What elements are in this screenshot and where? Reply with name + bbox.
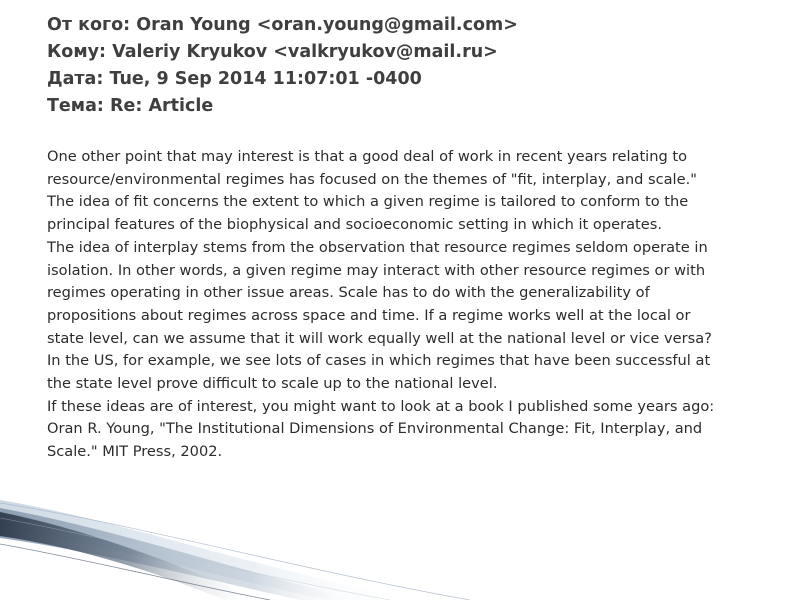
date-line: Дата: Tue, 9 Sep 2014 11:07:01 -0400: [47, 69, 422, 89]
email-body: [47, 146, 757, 464]
from-line: От кого: Oran Young <oran.young@gmail.com>: [47, 15, 518, 35]
body-line: If these ideas are of interest, you might want to look at a book I published some years ago:: [47, 397, 715, 415]
body-line: Scale." MIT Press, 2002.: [47, 443, 223, 461]
body-line: propositions about regimes across space and time. If a regime works well at the local or: [47, 306, 691, 324]
body-line: Oran R. Young, "The Institutional Dimensions of Environmental Change: Fit, Interplay, and: [47, 420, 703, 438]
body-line: state level, can we assume that it will work equally well at the national level or vice versa?: [47, 329, 712, 347]
subject-line: Тема: Re: Article: [47, 96, 214, 116]
email-header: [47, 12, 767, 120]
to-line: Кому: Valeriy Kryukov <valkryukov@mail.ru>: [47, 42, 498, 62]
body-line: the state level prove difficult to scale up to the national level.: [47, 375, 498, 393]
body-line: The idea of interplay stems from the observation that resource regimes seldom operate in: [47, 238, 708, 256]
body-line: regimes operating in other issue areas. Scale has to do with the generalizability of: [47, 284, 650, 302]
swoosh-band-dark: [0, 512, 260, 600]
body-line: The idea of fit concerns the extent to which a given regime is tailored to conform to the: [47, 193, 689, 211]
swoosh-line-2: [0, 518, 390, 600]
swoosh-band-mid: [0, 508, 360, 600]
body-line: principal features of the biophysical and socioeconomic setting in which it operates.: [47, 216, 662, 234]
swoosh-line-1: [0, 503, 470, 600]
swoosh-line-3: [0, 544, 270, 600]
body-line: One other point that may interest is that a good deal of work in recent years relating to: [47, 148, 688, 165]
body-line: In the US, for example, we see lots of cases in which regimes that have been successful at: [47, 352, 711, 370]
body-line: resource/environmental regimes has focused on the themes of "fit, interplay, and scale.": [47, 170, 697, 188]
swoosh-band-light: [0, 500, 420, 600]
body-line: isolation. In other words, a given regime may interact with other resource regimes or with: [47, 261, 706, 279]
